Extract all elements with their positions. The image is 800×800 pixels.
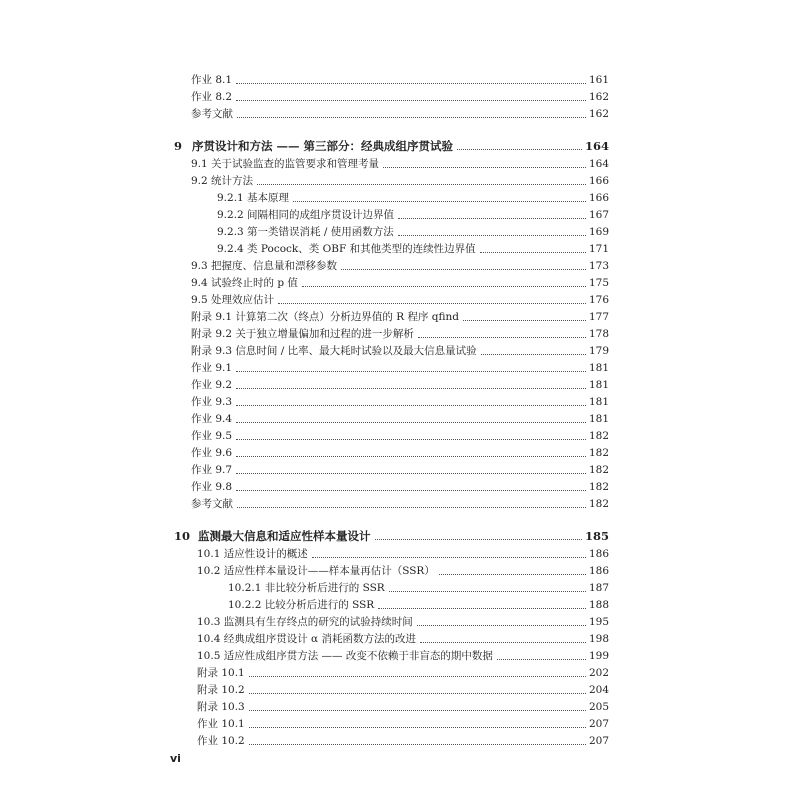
dot-leader <box>341 269 586 270</box>
dot-leader <box>420 642 586 643</box>
toc-entry-page: 187 <box>588 582 609 594</box>
toc-entry-label: 作业 9.1 <box>191 362 233 374</box>
toc-entry-label: 附录 10.3 <box>197 701 245 713</box>
dot-leader <box>278 303 586 304</box>
toc-entry-label: 10.1 适应性设计的概述 <box>197 548 308 560</box>
toc-entry-page: 169 <box>588 226 609 238</box>
toc-entry <box>191 273 609 290</box>
toc-entry-label: 作业 9.3 <box>191 396 233 408</box>
toc-entry-page: 161 <box>588 74 609 86</box>
toc-entry <box>197 544 609 561</box>
chapter-heading-9 <box>174 136 609 153</box>
toc-entry <box>197 680 609 697</box>
dot-leader <box>398 218 586 219</box>
dot-leader <box>236 371 586 372</box>
toc-entry-page: 199 <box>588 650 609 662</box>
toc-entry <box>191 70 609 87</box>
dot-leader <box>236 388 586 389</box>
toc-entry <box>197 697 609 714</box>
dot-leader <box>398 235 586 236</box>
toc-entry-page: 182 <box>588 498 609 510</box>
toc-entry-page: 164 <box>588 158 609 170</box>
dot-leader <box>302 286 586 287</box>
dot-leader <box>481 354 586 355</box>
toc-entry <box>217 222 609 239</box>
toc-entry-page: 181 <box>588 396 609 408</box>
dot-leader <box>236 422 586 423</box>
toc-entry-label: 10.3 监测具有生存终点的研究的试验持续时间 <box>197 616 413 628</box>
toc-entry <box>191 460 609 477</box>
toc-entry-page: 175 <box>588 277 609 289</box>
chapter-number: 9 <box>174 139 183 153</box>
toc-entry <box>217 239 609 256</box>
dot-leader <box>236 100 586 101</box>
toc-entry-page: 182 <box>588 464 609 476</box>
dot-leader <box>312 557 586 558</box>
toc-entry <box>217 188 609 205</box>
dot-leader <box>497 659 586 660</box>
toc-entry <box>191 171 609 188</box>
toc-entry-label: 9.1 关于试验监查的监管要求和管理考量 <box>191 158 380 170</box>
toc-entry-page: 204 <box>588 684 609 696</box>
toc-entry-label: 9.5 处理效应估计 <box>191 294 275 306</box>
toc-entry-page: 166 <box>588 175 609 187</box>
dot-leader <box>418 337 586 338</box>
dot-leader <box>480 252 586 253</box>
toc-entry-label: 9.2.1 基本原理 <box>217 192 290 204</box>
toc-entry-page: 202 <box>588 667 609 679</box>
toc-entry <box>197 731 609 748</box>
toc-entry <box>197 561 609 578</box>
dot-leader <box>457 149 582 150</box>
toc-entry-page: 188 <box>588 599 609 611</box>
toc-entry-page: 186 <box>588 565 609 577</box>
chapter-number: 10 <box>174 529 191 543</box>
toc-entry-label: 作业 9.5 <box>191 430 233 442</box>
toc-entry-page: 166 <box>588 192 609 204</box>
toc-entry-page: 195 <box>588 616 609 628</box>
toc-entry <box>191 256 609 273</box>
toc-entry-label: 附录 9.1 计算第二次（终点）分析边界值的 R 程序 qfind <box>191 311 460 323</box>
chapter-title: 序贯设计和方法 —— 第三部分：经典成组序贯试验 <box>192 139 454 153</box>
toc-entry <box>197 663 609 680</box>
toc-entry-page: 177 <box>588 311 609 323</box>
toc-entry-label: 9.2.4 类 Pocock、类 OBF 和其他类型的连续性边界值 <box>217 243 476 255</box>
toc-entry-label: 10.2.2 比较分析后进行的 SSR <box>228 599 375 611</box>
toc-entry-page: 198 <box>588 633 609 645</box>
toc-entry-page: 162 <box>588 91 609 103</box>
dot-leader <box>249 710 586 711</box>
toc-entry-page: 167 <box>588 209 609 221</box>
toc-entry-label: 作业 9.7 <box>191 464 233 476</box>
toc-entry-page: 182 <box>588 447 609 459</box>
toc-entry-label: 10.2.1 非比较分析后进行的 SSR <box>228 582 385 594</box>
toc-entry-page: 182 <box>588 481 609 493</box>
dot-leader <box>439 574 586 575</box>
dot-leader <box>383 167 586 168</box>
toc-entry-page: 181 <box>588 413 609 425</box>
dot-leader <box>249 744 586 745</box>
chapter-page: 164 <box>584 139 609 153</box>
toc-entry-page: 182 <box>588 430 609 442</box>
toc-entry-label: 9.2 统计方法 <box>191 175 254 187</box>
toc-entry-label: 10.2 适应性样本量设计——样本量再估计（SSR） <box>197 565 435 577</box>
toc-entry <box>228 595 609 612</box>
toc-entry-label: 10.4 经典成组序贯设计 α 消耗函数方法的改进 <box>197 633 416 645</box>
toc-entry <box>191 477 609 494</box>
dot-leader <box>249 693 586 694</box>
toc-entry-label: 作业 9.2 <box>191 379 233 391</box>
dot-leader <box>249 727 586 728</box>
toc-entry <box>197 714 609 731</box>
toc-entry <box>191 443 609 460</box>
dot-leader <box>236 456 586 457</box>
toc-entry <box>191 307 609 324</box>
toc-entry-page: 179 <box>588 345 609 357</box>
toc-entry-page: 186 <box>588 548 609 560</box>
toc-entry-label: 作业 9.4 <box>191 413 233 425</box>
dot-leader <box>257 184 586 185</box>
toc-entry <box>191 104 609 121</box>
chapter-title: 监测最大信息和适应性样本量设计 <box>198 529 371 543</box>
toc-entry-label: 作业 10.1 <box>197 718 245 730</box>
page-folio: vi <box>170 752 181 765</box>
toc-entry <box>197 646 609 663</box>
toc-entry-label: 附录 9.3 信息时间 / 比率、最大耗时试验以及最大信息量试验 <box>191 345 477 357</box>
toc-entry <box>191 290 609 307</box>
toc-entry <box>191 409 609 426</box>
toc-entry-label: 作业 9.8 <box>191 481 233 493</box>
toc-entry-label: 附录 10.1 <box>197 667 245 679</box>
toc-entry-label: 9.4 试验终止时的 p 值 <box>191 277 298 289</box>
dot-leader <box>237 117 586 118</box>
chapter-heading-10 <box>174 526 609 543</box>
toc-entry-page: 207 <box>588 735 609 747</box>
toc-entry <box>197 612 609 629</box>
dot-leader <box>236 405 586 406</box>
toc-entry <box>217 205 609 222</box>
toc-entry-page: 173 <box>588 260 609 272</box>
dot-leader <box>236 473 586 474</box>
toc-entry-page: 181 <box>588 379 609 391</box>
toc-entry-label: 附录 9.2 关于独立增量偏加和过程的进一步解析 <box>191 328 414 340</box>
dot-leader <box>417 625 586 626</box>
dot-leader <box>375 539 582 540</box>
toc-entry-page: 171 <box>588 243 609 255</box>
toc-entry <box>191 392 609 409</box>
chapter-page: 185 <box>584 529 609 543</box>
toc-entry <box>191 426 609 443</box>
toc-entry-label: 9.2.3 第一类错误消耗 / 使用函数方法 <box>217 226 394 238</box>
toc-entry <box>191 154 609 171</box>
toc-entry-page: 205 <box>588 701 609 713</box>
toc-entry <box>191 324 609 341</box>
toc-entry-label: 参考文献 <box>191 498 233 510</box>
dot-leader <box>236 439 586 440</box>
toc-entry <box>228 578 609 595</box>
toc-entry-page: 162 <box>588 108 609 120</box>
toc-entry-label: 附录 10.2 <box>197 684 245 696</box>
toc-entry-label: 参考文献 <box>191 108 233 120</box>
toc-entry-page: 176 <box>588 294 609 306</box>
toc-entry <box>197 629 609 646</box>
dot-leader <box>237 507 586 508</box>
toc-entry-label: 作业 9.6 <box>191 447 233 459</box>
dot-leader <box>378 608 586 609</box>
toc-entry-page: 207 <box>588 718 609 730</box>
toc-entry-page: 181 <box>588 362 609 374</box>
toc-entry <box>191 341 609 358</box>
toc-entry-label: 9.2.2 间隔相同的成组序贯设计边界值 <box>217 209 395 221</box>
dot-leader <box>293 201 586 202</box>
toc-entry-label: 作业 8.1 <box>191 74 233 86</box>
toc-entry-page: 178 <box>588 328 609 340</box>
dot-leader <box>236 83 586 84</box>
dot-leader <box>236 490 586 491</box>
toc-entry-label: 作业 10.2 <box>197 735 245 747</box>
dot-leader <box>249 676 586 677</box>
dot-leader <box>463 320 586 321</box>
toc-entry-label: 9.3 把握度、信息量和漂移参数 <box>191 260 338 272</box>
toc-entry <box>191 87 609 104</box>
toc-entry <box>191 358 609 375</box>
dot-leader <box>389 591 586 592</box>
toc-entry-label: 10.5 适应性成组序贯方法 —— 改变不依赖于非盲态的期中数据 <box>197 650 493 662</box>
toc-entry <box>191 494 609 511</box>
toc-entry <box>191 375 609 392</box>
toc-entry-label: 作业 8.2 <box>191 91 233 103</box>
